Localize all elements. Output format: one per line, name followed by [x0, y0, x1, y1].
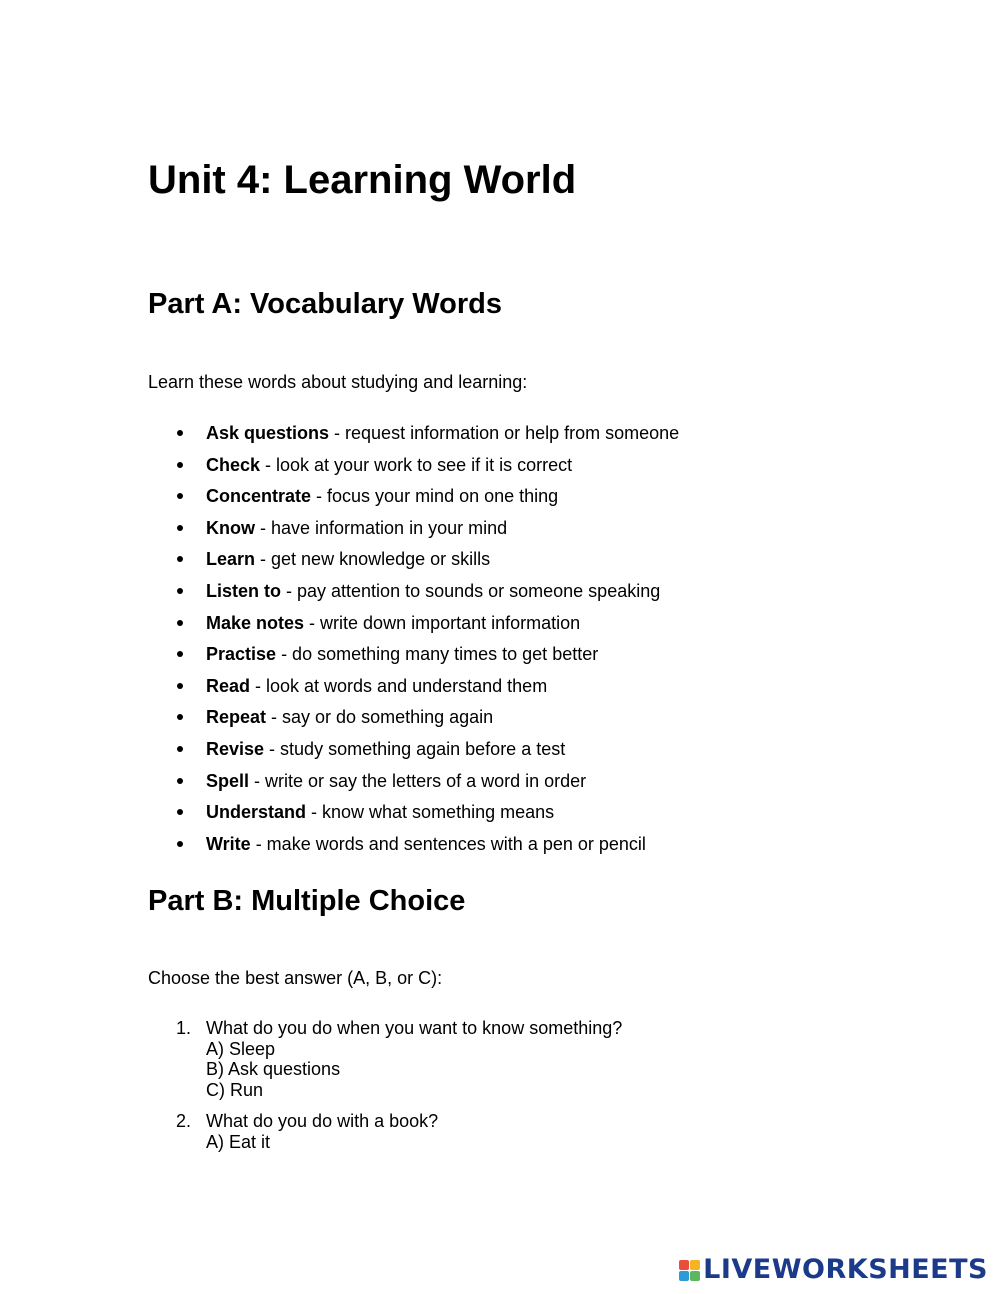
vocab-definition: - look at words and understand them: [250, 675, 548, 696]
vocab-term: Know: [206, 517, 255, 538]
logo-block: [690, 1271, 700, 1281]
vocab-term: Concentrate: [206, 486, 312, 507]
vocab-term: Ask questions: [206, 423, 330, 443]
vocab-item: [148, 675, 679, 707]
logo-blocks-icon: [679, 1260, 700, 1281]
bullet-icon: [177, 588, 183, 594]
vocab-definition: - pay attention to sounds or someone speaking: [281, 580, 661, 601]
vocab-definition: - focus your mind on one thing: [311, 486, 559, 507]
vocab-item: [148, 612, 679, 644]
vocab-item: [148, 801, 679, 833]
answer-option: C) Run: [206, 1080, 264, 1101]
question-number: 2.: [176, 1110, 192, 1131]
vocab-term: Check: [206, 454, 261, 475]
bullet-icon: [177, 525, 183, 531]
vocab-term: Make notes: [206, 612, 305, 633]
vocab-definition: - know what something means: [306, 802, 555, 823]
bullet-icon: [177, 556, 183, 562]
question-item: [148, 1111, 622, 1152]
bullet-icon: [177, 620, 183, 626]
vocab-term: Read: [206, 675, 251, 696]
vocab-definition: - study something again before a test: [264, 738, 566, 759]
bullet-icon: [177, 746, 183, 752]
bullet-icon: [177, 651, 183, 657]
vocab-item: [148, 770, 679, 802]
vocab-term: Understand: [206, 802, 307, 823]
part-a-title: Part A: Vocabulary Words: [148, 288, 502, 320]
vocab-term: Practise: [206, 644, 277, 665]
vocab-item: [148, 454, 679, 486]
logo-block: [679, 1260, 689, 1270]
vocab-definition: - write or say the letters of a word in order: [249, 770, 587, 791]
vocab-term: Write: [206, 833, 251, 854]
answer-option: A) Eat it: [206, 1131, 271, 1152]
vocab-item: [148, 580, 679, 612]
part-a-intro: Learn these words about studying and learning:: [148, 372, 528, 392]
bullet-icon: [177, 714, 183, 720]
question-number: 1.: [176, 1018, 192, 1038]
vocab-definition: - say or do something again: [266, 707, 494, 728]
liveworksheets-logo: [679, 1256, 988, 1284]
multiple-choice-list: [148, 1018, 622, 1162]
vocab-item: [148, 517, 679, 549]
bullet-icon: [177, 841, 183, 847]
bullet-icon: [177, 462, 183, 468]
bullet-icon: [177, 809, 183, 815]
page-title: Unit 4: Learning World: [148, 158, 577, 202]
logo-text: LIVEWORKSHEETS: [703, 1254, 988, 1285]
vocab-definition: - do something many times to get better: [276, 644, 599, 665]
vocab-item: [148, 706, 679, 738]
vocab-item: [148, 833, 679, 865]
vocab-item: [148, 738, 679, 770]
vocab-item: [148, 422, 679, 454]
vocab-definition: - request information or help from someone: [329, 423, 680, 443]
vocab-term: Listen to: [206, 580, 281, 601]
logo-block: [679, 1271, 689, 1281]
vocab-item: [148, 485, 679, 517]
bullet-icon: [177, 430, 183, 436]
logo-block: [690, 1260, 700, 1270]
vocab-definition: - look at your work to see if it is correct: [260, 454, 573, 475]
vocab-item: [148, 643, 679, 675]
vocabulary-list: [148, 422, 679, 864]
bullet-icon: [177, 493, 183, 499]
answer-option: B) Ask questions: [206, 1059, 341, 1080]
bullet-icon: [177, 778, 183, 784]
question-item: [148, 1018, 622, 1101]
part-b-title: Part B: Multiple Choice: [148, 885, 466, 917]
vocab-term: Spell: [206, 770, 250, 791]
answer-option: A) Sleep: [206, 1038, 276, 1059]
vocab-item: [148, 548, 679, 580]
vocab-term: Repeat: [206, 707, 267, 728]
vocab-term: Revise: [206, 738, 265, 759]
question-text: What do you do when you want to know something?: [206, 1018, 623, 1038]
vocab-term: Learn: [206, 549, 256, 570]
question-text: What do you do with a book?: [206, 1110, 439, 1131]
vocab-definition: - get new knowledge or skills: [255, 549, 491, 570]
vocab-definition: - make words and sentences with a pen or pencil: [250, 833, 646, 854]
bullet-icon: [177, 683, 183, 689]
part-b-intro: Choose the best answer (A, B, or C):: [148, 968, 443, 988]
vocab-definition: - write down important information: [304, 612, 581, 633]
vocab-definition: - have information in your mind: [255, 517, 508, 538]
